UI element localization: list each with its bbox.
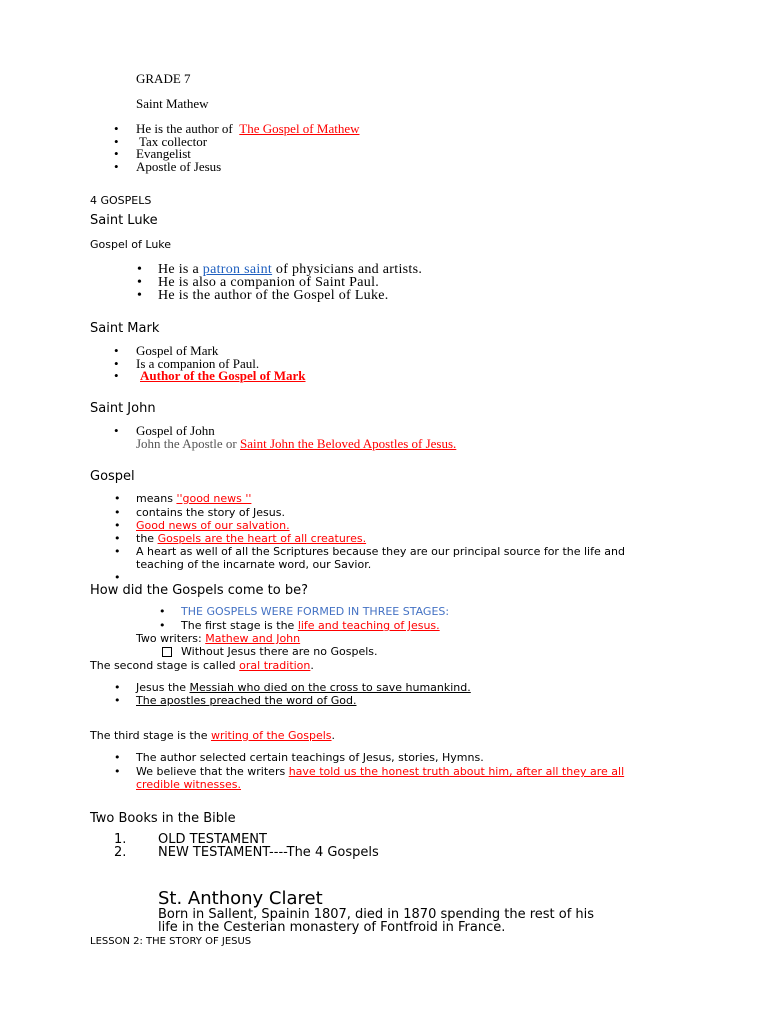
author-gospel-mark-link[interactable]: Author of the Gospel of Mark <box>140 368 306 383</box>
bullet-icon: • <box>159 605 166 618</box>
bullet-icon: • <box>159 619 166 632</box>
item-text: Jesus the <box>136 681 190 694</box>
heading-anthony-claret: St. Anthony Claret <box>158 888 323 909</box>
two-writers-line <box>136 632 300 645</box>
author-selected-item: The author selected certain teachings of Jesus, stories, Hymns. <box>136 751 484 764</box>
bullet-icon: • <box>114 765 121 778</box>
heading-how-gospels: How did the Gospels come to be? <box>90 583 309 598</box>
list-item: He is the author of the Gospel of Luke. <box>158 288 389 303</box>
heading-saint-mark: Saint Mark <box>90 321 160 336</box>
list-item <box>136 436 456 452</box>
life-teaching-link[interactable]: life and teaching of Jesus. <box>297 619 440 632</box>
list-item: He is also a companion of Saint Paul. <box>158 275 380 290</box>
bullet-icon: • <box>114 356 119 371</box>
bullet-icon: • <box>114 681 121 694</box>
item-text: He is a <box>158 262 203 277</box>
bullet-icon: • <box>137 288 142 303</box>
bullet-icon: • <box>137 262 142 277</box>
grade-label: GRADE 7 <box>136 71 191 86</box>
oral-tradition-link[interactable]: oral tradition <box>239 659 311 672</box>
list-item: A heart as well of all the Scriptures because they are our principal source for the life and <box>136 545 625 558</box>
gospel-of-mathew-link[interactable]: The Gospel of Mathew <box>239 121 360 136</box>
first-stage-item <box>181 619 440 632</box>
four-gospels-label: 4 GOSPELS <box>90 194 152 207</box>
item-text: The first stage is the <box>181 619 298 632</box>
item-text: . <box>331 729 336 742</box>
bullet-icon: • <box>114 571 121 584</box>
list-item <box>136 532 366 545</box>
bullet-icon: • <box>114 506 121 519</box>
list-item: contains the story of Jesus. <box>136 506 285 519</box>
square-checkbox-icon <box>162 647 172 657</box>
bullet-icon: • <box>114 694 121 707</box>
heart-of-creatures-link[interactable]: Gospels are the heart of all creatures. <box>157 532 367 545</box>
item-text: The third stage is the <box>90 729 211 742</box>
list-item: Gospel of John <box>136 423 215 438</box>
messiah-link[interactable]: Messiah who died on the cross to save humankind. <box>189 681 471 694</box>
item-text: He is the author of <box>136 121 237 136</box>
good-news-salvation-link[interactable]: Good news of our salvation. <box>136 519 290 532</box>
stages-heading: THE GOSPELS WERE FORMED IN THREE STAGES: <box>181 605 450 618</box>
list-item: Is a companion of Paul. <box>136 356 260 371</box>
heading-saint-mathew: Saint Mathew <box>136 96 209 111</box>
item-text: We believe that the writers <box>136 765 289 778</box>
bullet-icon: • <box>137 275 142 290</box>
bullet-icon: • <box>114 343 119 358</box>
without-jesus-item: Without Jesus there are no Gospels. <box>181 645 378 658</box>
mathew-john-link[interactable]: Mathew and John <box>205 632 301 645</box>
heading-saint-john: Saint John <box>90 401 156 416</box>
anthony-bio-line: life in the Cesterian monastery of Fontfroid in France. <box>158 920 506 935</box>
list-item: NEW TESTAMENT----The 4 Gospels <box>158 845 379 860</box>
item-text: of physicians and artists. <box>272 262 423 277</box>
item-text: Two writers: <box>136 632 206 645</box>
heading-saint-luke: Saint Luke <box>90 213 158 228</box>
good-news-link[interactable]: ''good news '' <box>176 492 252 505</box>
item-text: the <box>136 532 158 545</box>
list-item-continued: teaching of the incarnate word, our Savior. <box>136 558 372 571</box>
list-number: 2. <box>114 845 127 860</box>
bullet-icon: • <box>114 159 119 174</box>
bullet-icon: • <box>114 751 121 764</box>
list-item: Apostle of Jesus <box>136 159 222 174</box>
list-item: OLD TESTAMENT <box>158 832 267 847</box>
list-item <box>136 492 251 505</box>
honest-truth-link[interactable]: have told us the honest truth about him, after all they are all <box>288 765 625 778</box>
bullet-icon: • <box>114 423 119 438</box>
heading-gospel: Gospel <box>90 469 135 484</box>
list-item: Gospel of Mark <box>136 343 219 358</box>
list-number: 1. <box>114 832 127 847</box>
item-text: John the Apostle or <box>136 436 240 451</box>
apostles-preached-link[interactable]: The apostles preached the word of God. <box>136 694 357 707</box>
saint-john-beloved-link[interactable]: Saint John the Beloved Apostles of Jesus. <box>240 436 457 451</box>
patron-saint-link[interactable]: patron saint <box>202 262 273 277</box>
credible-witnesses-link[interactable]: credible witnesses. <box>136 778 241 791</box>
anthony-bio-line: Born in Sallent, Spainin 1807, died in 1870 spending the rest of his <box>158 907 595 922</box>
bullet-icon: • <box>114 532 121 545</box>
bullet-icon: • <box>114 492 121 505</box>
bullet-icon: • <box>114 519 121 532</box>
item-text: means <box>136 492 177 505</box>
bullet-icon: • <box>114 121 119 136</box>
list-item: Evangelist <box>136 146 191 161</box>
item-text: . <box>310 659 314 672</box>
writing-gospels-link[interactable]: writing of the Gospels <box>210 729 332 742</box>
heading-two-books: Two Books in the Bible <box>90 811 236 826</box>
second-stage-line <box>90 659 314 672</box>
third-stage-line <box>90 729 335 742</box>
bullet-icon: • <box>114 134 119 149</box>
lesson-label: LESSON 2: THE STORY OF JESUS <box>90 936 252 947</box>
we-believe-item <box>136 765 624 778</box>
bullet-icon: • <box>114 368 119 383</box>
bullet-icon: • <box>114 545 121 558</box>
list-item: Tax collector <box>139 134 208 149</box>
item-text: The second stage is called <box>90 659 240 672</box>
bullet-icon: • <box>114 146 119 161</box>
gospel-of-luke-label: Gospel of Luke <box>90 238 172 251</box>
messiah-item <box>136 681 471 694</box>
